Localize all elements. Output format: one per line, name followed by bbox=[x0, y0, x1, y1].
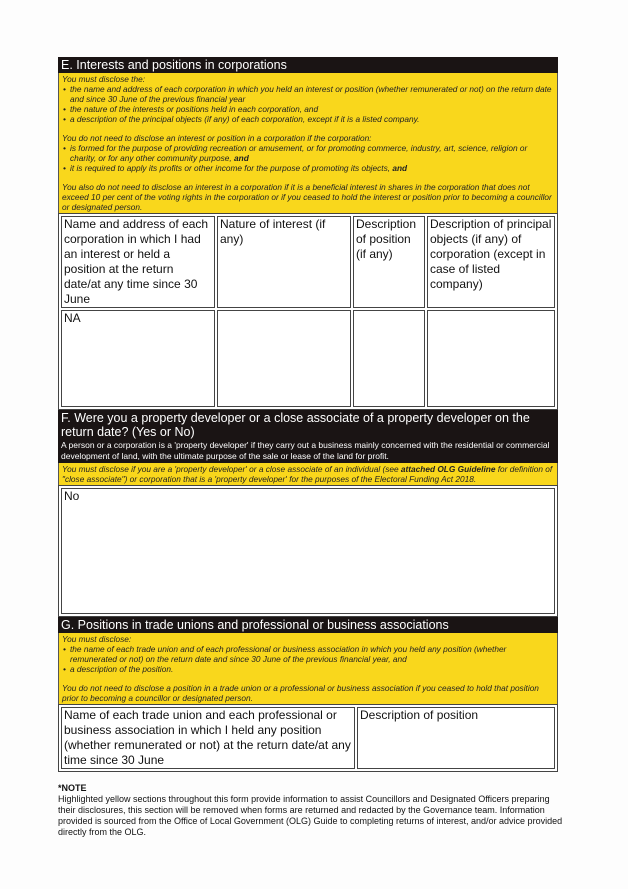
guidance-text: You also do not need to disclose an interest in a corporation if it is a beneficial interest in shares in the corporation that does not exceed 10 per cent of the voting rights in the corporation or if you ceased to hold the interest or position prior to becoming a councillor or designated person. bbox=[62, 182, 552, 212]
guidance-item: • a description of the principal objects (if any) of each corporation, except if it is a listed company. bbox=[62, 114, 554, 124]
trade-unions-table bbox=[58, 704, 558, 772]
column-header: Description of principal objects (if any) of corporation (except in case of listed company) bbox=[427, 216, 555, 308]
section-e-title: E. Interests and positions in corporations bbox=[58, 57, 558, 73]
position-cell[interactable] bbox=[353, 310, 425, 407]
section-g-guidance bbox=[58, 633, 558, 704]
guidance-text: You must disclose the: bbox=[62, 74, 146, 84]
nature-cell[interactable] bbox=[217, 310, 351, 407]
column-header: Nature of interest (if any) bbox=[217, 216, 351, 308]
column-header: Name of each trade union and each professional or business association in which I held any position (whether remunerated or not) at the return date/at any time since 30 June bbox=[61, 707, 355, 769]
objects-cell[interactable] bbox=[427, 310, 555, 407]
form-page bbox=[58, 57, 558, 772]
section-f-title: F. Were you a property developer or a close associate of a property developer on the return date? (Yes or No) bbox=[61, 411, 530, 439]
section-e-guidance bbox=[58, 73, 558, 213]
guidance-item: • a description of the position. bbox=[62, 664, 554, 674]
column-header: Description of position (if any) bbox=[353, 216, 425, 308]
property-developer-answer[interactable]: No bbox=[61, 488, 555, 614]
note-title: *NOTE bbox=[58, 783, 87, 793]
column-header: Name and address of each corporation in which I had an interest or held a position at the return date/at any time since 30 June bbox=[61, 216, 215, 308]
guidance-text: You do not need to disclose a position in a trade union or a professional or business association if you ceased to hold that position prior to becoming a councillor or designated person. bbox=[62, 683, 539, 703]
note-text: Highlighted yellow sections throughout this form provide information to assist Councillors and Designated Officers preparing their disclosures, this section will be removed when forms are returned and redacted by the Governance team. Information provided is sourced from the Office of Local Government (OLG) Guide to completing returns of interest, and/or advice provided directly from the OLG. bbox=[58, 794, 563, 837]
guidance-item: • is formed for the purpose of providing recreation or amusement, or for promoting commerce, industry, art, science, religion or charity, or for any other community purpose, and bbox=[62, 143, 554, 163]
guidance-text: You do not need to disclose an interest or position in a corporation if the corporation: bbox=[62, 133, 372, 143]
section-f-header bbox=[58, 410, 558, 463]
corporation-name-cell[interactable]: NA bbox=[61, 310, 215, 407]
note bbox=[58, 783, 563, 838]
section-f-definition: A person or a corporation is a 'property developer' if they carry out a business mainly concerned with the residential or commercial development of land, with the ultimate purpose of the sale or lease of the land for profit. bbox=[61, 440, 550, 461]
column-header: Description of position bbox=[357, 707, 555, 769]
guidance-item: • the name and address of each corporation in which you held an interest or position (whether remunerated or not) on the return date and since 30 June of the previous financial year bbox=[62, 84, 554, 104]
corporations-table bbox=[58, 213, 558, 410]
guidance-text: You must disclose: bbox=[62, 634, 132, 644]
guidance-item: • the name of each trade union and of each professional or business association in which you held any position (whether remunerated or not) on the return date and since 30 June of the previous financial year, and bbox=[62, 644, 554, 664]
guidance-item: • the nature of the interests or positions held in each corporation, and bbox=[62, 104, 554, 114]
section-f-guidance: You must disclose if you are a 'property developer' or a close associate of an individual (see attached OLG Guideline for definition of "close associate") or corporation that is a 'property developer' for the purposes of the Electoral Funding Act 2018. bbox=[58, 463, 558, 485]
property-developer-answer-box bbox=[58, 485, 558, 617]
guidance-item: • it is required to apply its profits or other income for the purpose of promoting its objects, and bbox=[62, 163, 554, 173]
section-g-title: G. Positions in trade unions and professional or business associations bbox=[58, 617, 558, 633]
